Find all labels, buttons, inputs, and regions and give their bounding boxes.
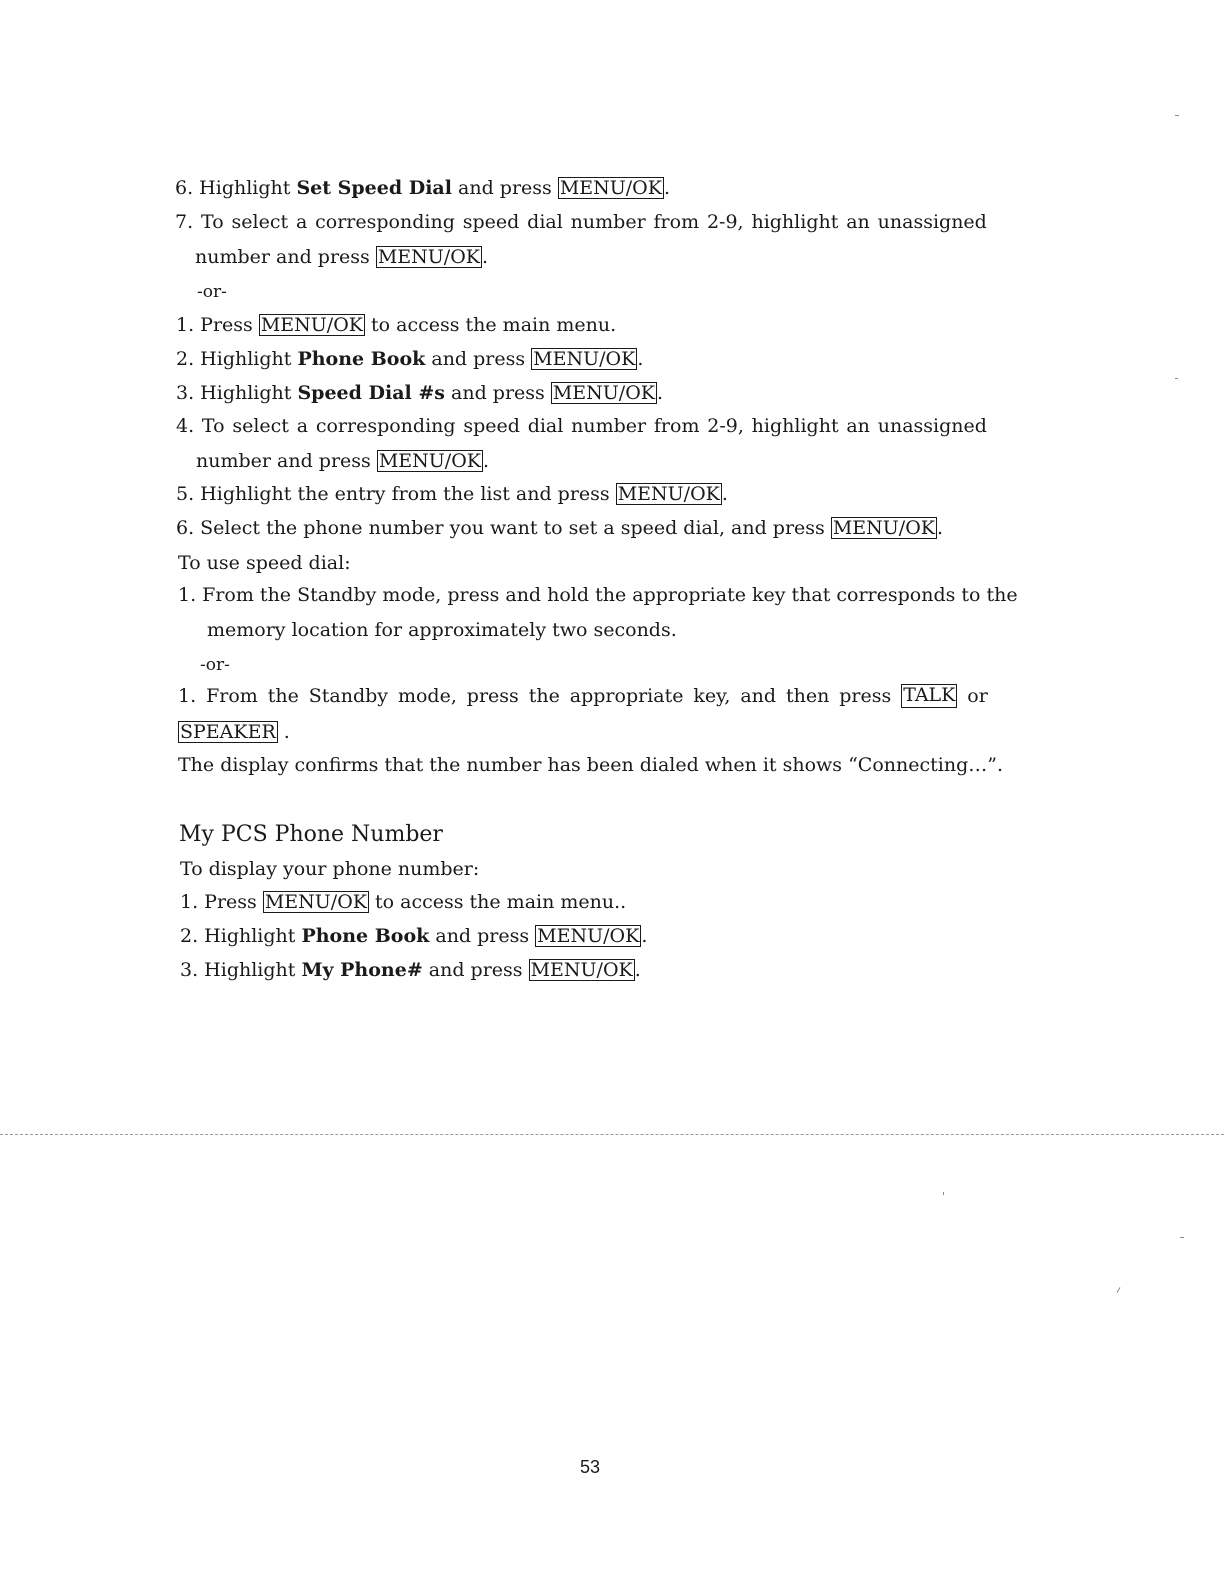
word: speed: [463, 415, 520, 437]
step-select-number-cont: [195, 245, 488, 269]
step-text: 1. Press: [176, 314, 259, 336]
step-text: 2. Highlight: [180, 925, 302, 947]
use-step-press-hold: 1. From the Standby mode, press and hold the appropriate key that corresponds to the: [178, 584, 1018, 606]
step-text: 2. Highlight: [176, 348, 298, 370]
punct: .: [482, 450, 490, 472]
speaker-key: SPEAKER: [180, 721, 276, 743]
word: key,: [693, 685, 731, 707]
word: mode,: [397, 685, 457, 707]
word: corresponding: [315, 415, 456, 437]
word: appropriate: [569, 685, 684, 707]
step-text: number and press: [195, 246, 376, 268]
step-bold: Set Speed Dial: [296, 177, 452, 199]
word: a: [296, 415, 309, 437]
scan-speck: [1175, 115, 1179, 116]
step-bold: Phone Book: [297, 348, 426, 370]
alt-step-select-phone-number: [176, 516, 943, 540]
word: number: [571, 415, 647, 437]
word: from: [653, 211, 700, 233]
display-confirmation: The display confirms that the number has been dialed when it shows “Connecting…”.: [178, 754, 1003, 776]
alt-step-highlight-entry: [176, 482, 728, 506]
step-text: 1. Press: [180, 891, 263, 913]
word: unassigned: [877, 415, 987, 437]
word: To: [201, 415, 225, 437]
step-text: and press: [451, 177, 558, 199]
step-text: 3. Highlight: [180, 959, 302, 981]
menu-ok-key: MENU/OK: [832, 517, 935, 539]
scan-fold-line: [0, 1134, 1224, 1135]
alt-step-select-number-cont: [196, 449, 489, 473]
word: a: [295, 211, 308, 233]
word: Standby: [308, 685, 389, 707]
section-heading: My PCS Phone Number: [179, 822, 443, 847]
menu-ok-key: MENU/OK: [378, 450, 481, 472]
step-text: 6. Select the phone number you want to set a speed dial, and press: [176, 517, 831, 539]
word: 2-9,: [706, 211, 744, 233]
step-text: 3. Highlight: [176, 382, 298, 404]
step-bold: Speed Dial #s: [297, 382, 445, 404]
word: or: [967, 685, 988, 707]
word: press: [839, 685, 892, 707]
word: an: [846, 415, 870, 437]
word: 1.: [178, 685, 197, 707]
word: the: [528, 685, 560, 707]
use-speed-dial-intro: To use speed dial:: [178, 552, 351, 574]
alt-step-speed-dial-numbers: [176, 381, 663, 405]
word: an: [846, 211, 870, 233]
step-text: and press: [422, 959, 529, 981]
word: the: [267, 685, 299, 707]
word: 2-9,: [707, 415, 744, 437]
word: dial: [527, 211, 563, 233]
or-separator: -or-: [200, 655, 230, 675]
scan-speck: [1175, 378, 1178, 379]
menu-ok-key: MENU/OK: [533, 348, 636, 370]
word: speed: [462, 211, 520, 233]
menu-ok-key: MENU/OK: [530, 959, 633, 981]
word: number: [570, 211, 646, 233]
word: unassigned: [877, 211, 987, 233]
step-text: to access the main menu.: [364, 314, 617, 336]
punct: .: [663, 177, 670, 199]
menu-ok-key: MENU/OK: [377, 246, 480, 268]
punct: .: [721, 483, 728, 505]
word: corresponding: [315, 211, 455, 233]
talk-key: TALK: [903, 684, 956, 706]
step-text: number and press: [196, 450, 377, 472]
step-text: to access the main menu..: [368, 891, 627, 913]
my-number-intro: To display your phone number:: [180, 858, 480, 880]
punct: .: [637, 348, 644, 370]
alt-step-phone-book: [176, 347, 643, 371]
scan-speck: [943, 1192, 944, 1195]
step-text: and press: [425, 348, 532, 370]
word: 4.: [176, 415, 195, 437]
punct: .: [277, 721, 290, 743]
use-alt-step-press-key-cont: [178, 720, 290, 744]
step-text: and press: [445, 382, 551, 404]
punct: .: [481, 246, 489, 268]
step-bold: My Phone#: [301, 959, 423, 981]
menu-ok-key: MENU/OK: [617, 483, 720, 505]
menu-ok-key: MENU/OK: [537, 925, 640, 947]
word: select: [232, 415, 289, 437]
alt-step-select-number: [176, 414, 987, 438]
step-text: and press: [429, 925, 536, 947]
word: from: [653, 415, 700, 437]
step-select-number: [175, 210, 987, 234]
alt-step-press-menu: [176, 313, 616, 337]
word: dial: [527, 415, 564, 437]
menu-ok-key: MENU/OK: [260, 314, 363, 336]
punct: .: [634, 959, 641, 981]
my-number-step-press-menu: [180, 890, 626, 914]
word: highlight: [751, 415, 839, 437]
word: 7.: [175, 211, 194, 233]
menu-ok-key: MENU/OK: [559, 177, 662, 199]
word: highlight: [751, 211, 839, 233]
word: and: [740, 685, 777, 707]
punct: .: [936, 517, 944, 539]
my-number-step-phone-book: [180, 924, 647, 948]
punct: .: [641, 925, 648, 947]
use-alt-step-press-key: [178, 684, 988, 708]
step-bold: Phone Book: [301, 925, 430, 947]
step-text: 6. Highlight: [175, 177, 297, 199]
word: From: [206, 685, 258, 707]
or-separator: -or-: [197, 282, 227, 302]
step-text: 5. Highlight the entry from the list and press: [176, 483, 616, 505]
word: press: [466, 685, 519, 707]
scan-speck: [1117, 1287, 1121, 1293]
menu-ok-key: MENU/OK: [552, 382, 655, 404]
word: then: [785, 685, 830, 707]
punct: .: [656, 382, 664, 404]
word: To: [201, 211, 224, 233]
step-set-speed-dial: [175, 176, 670, 200]
page-number: 53: [579, 1457, 601, 1477]
word: select: [231, 211, 289, 233]
scan-speck: [1180, 1237, 1184, 1238]
use-step-press-hold-cont: memory location for approximately two seconds.: [207, 619, 677, 641]
my-number-step-my-phone: [180, 958, 641, 982]
menu-ok-key: MENU/OK: [264, 891, 367, 913]
